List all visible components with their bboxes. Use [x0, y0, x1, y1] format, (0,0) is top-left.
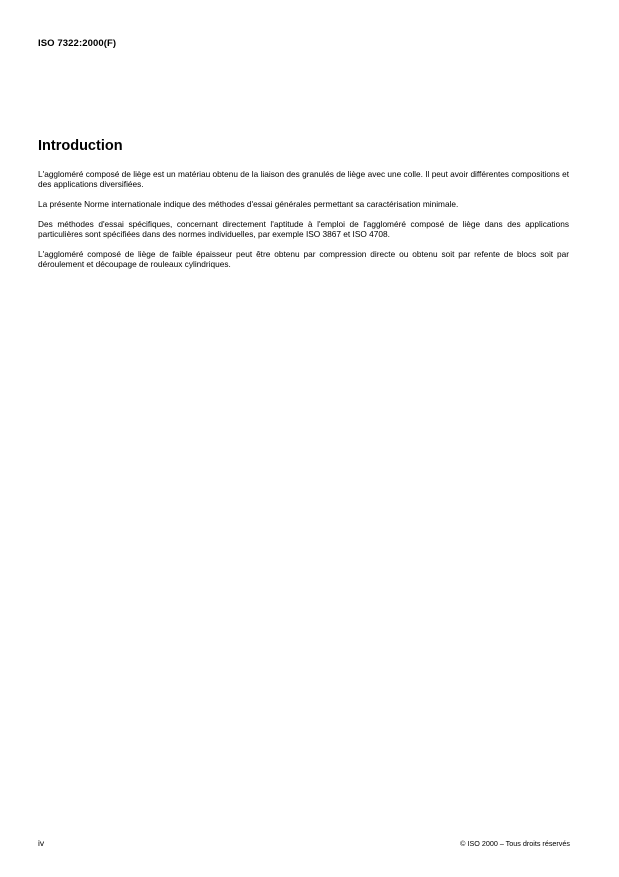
paragraph-3: Des méthodes d'essai spécifiques, concernant directement l'aptitude à l'emploi de l'aggloméré composé de liège dans des applications particulières sont spécifiées dans des normes individuelles, par exemple ISO 3867 et ISO 4708. [38, 218, 569, 239]
section-body [38, 169, 569, 278]
section-title: Introduction [38, 138, 123, 154]
document-reference: ISO 7322:2000(F) [38, 38, 117, 49]
paragraph-4: L'aggloméré composé de liège de faible épaisseur peut être obtenu par compression directe ou obtenu soit par refente de blocs soit par déroulement et découpage de rouleaux cylindriques. [38, 248, 569, 269]
copyright-notice: © ISO 2000 – Tous droits réservés [460, 839, 570, 848]
paragraph-1: L'aggloméré composé de liège est un matériau obtenu de la liaison des granulés de liège avec une colle. Il peut avoir différentes compositions et des applications diversifiées. [38, 169, 569, 190]
page-number: iv [38, 838, 45, 848]
paragraph-2: La présente Norme internationale indique des méthodes d'essai générales permettant sa caractérisation minimale. [38, 198, 459, 209]
